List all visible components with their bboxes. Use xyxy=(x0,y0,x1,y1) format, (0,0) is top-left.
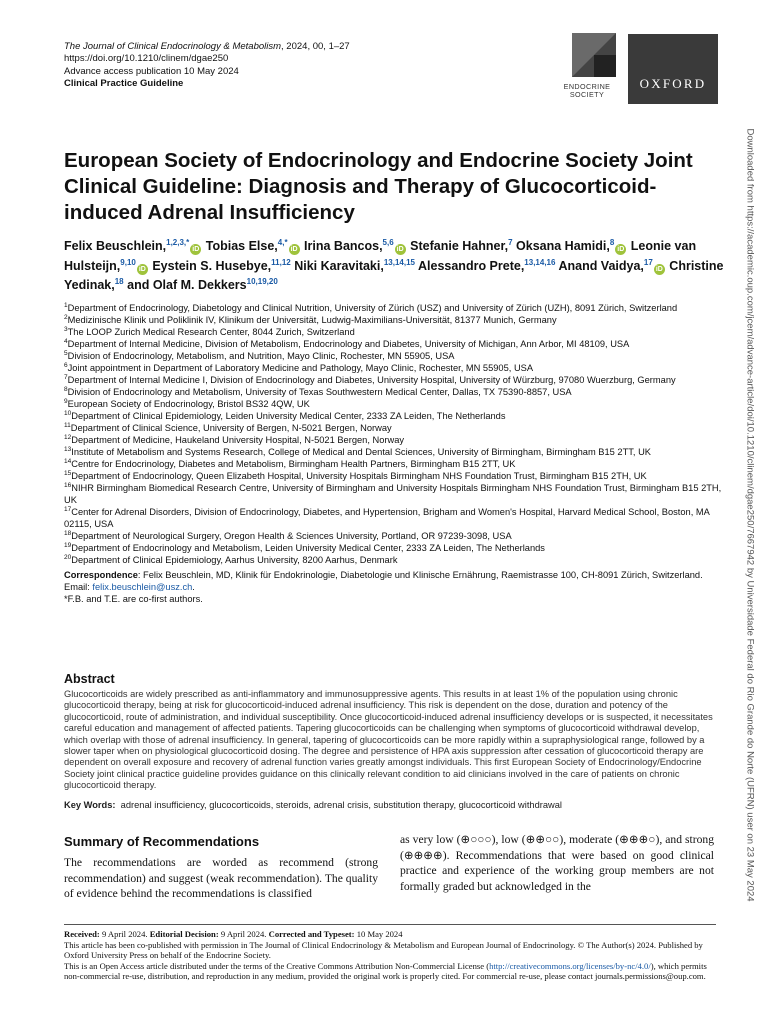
affiliation-text: Department of Medicine, Haukeland University Hospital, N-5021 Bergen, Norway xyxy=(71,435,405,445)
affiliation-text: Institute of Metabolism and Systems Research, College of Medical and Dental Sciences, University of Birmingham, Birmingham B15 2TT, UK xyxy=(71,447,651,457)
journal-header xyxy=(64,41,350,90)
decision-date: 9 April 2024. xyxy=(218,929,269,939)
affiliation-text: NIHR Birmingham Biomedical Research Centre, University of Birmingham and University Hospitals Birmingham NHS Foundation Trust, Birmingham B15 2TH, UK xyxy=(64,483,722,505)
affiliation-text: Department of Clinical Science, University of Bergen, N-5021 Bergen, Norway xyxy=(70,423,392,433)
footer-notes xyxy=(64,929,716,982)
license-text-a: This is an Open Access article distributed under the terms of the Creative Commons Attribution Non-Commercial License ( xyxy=(64,960,490,971)
affiliation-text: Department of Neurological Surgery, Oregon Health & Sciences University, Portland, OR 97239-3098, USA xyxy=(71,531,512,541)
affiliation-item xyxy=(64,362,724,374)
affiliation-text: Division of Endocrinology and Metabolism, University of Texas Southwestern Medical Center, Dallas, TX 75390-8857, USA xyxy=(67,387,572,397)
author-name: Stefanie Hahner, xyxy=(410,239,509,253)
author-affiliation-refs[interactable]: 8 xyxy=(609,237,615,247)
author xyxy=(294,259,415,273)
author xyxy=(152,259,290,273)
dates-line xyxy=(64,929,716,940)
license-text-b: ), which permits non-commercial re-use, distribution, and reproduction in any medium, provided the original work is properly cited. For commercial re-use, please contact journals.permissions@oup.com. xyxy=(64,960,707,982)
affiliation-number: 10 xyxy=(64,409,72,417)
author xyxy=(304,239,407,253)
download-note: Downloaded from https://academic.oup.com/jcem/advance-article/doi/10.1210/clinem/dgae250/7667942 by Universidade Federal do Rio Grande do Norte (UFRN) user on 23 May 2024 xyxy=(744,128,756,902)
affiliation-item xyxy=(64,446,724,458)
affiliation-text: Center for Adrenal Disorders, Division of Endocrinology, Diabetes, and Hypertension, Brigham and Women's Hospital, Harvard Medical School, Boston, MA 02115, USA xyxy=(64,507,710,529)
received-date: 9 April 2024. xyxy=(99,929,150,939)
orcid-icon[interactable]: iD xyxy=(617,246,625,253)
affiliation-item xyxy=(64,554,724,566)
affiliation-number: 8 xyxy=(64,385,68,393)
author xyxy=(410,239,512,253)
correspondence-label: Correspondence xyxy=(64,570,138,580)
citation-line xyxy=(64,41,350,53)
affiliation-item xyxy=(64,398,724,410)
author-affiliation-refs[interactable]: 13,14,16 xyxy=(524,257,556,267)
logo-line-2: SOCIETY xyxy=(569,90,605,99)
summary-column-2: as very low (⊕○○○), low (⊕⊕○○), moderate (⊕⊕⊕○), and strong (⊕⊕⊕⊕). Recommendations that were based on good clinical practice and experience of the working group members are not formally graded but acknowledged in the xyxy=(400,833,714,893)
author-affiliation-refs[interactable]: 1,2,3,* xyxy=(166,237,190,247)
author-affiliation-refs[interactable]: 10,19,20 xyxy=(246,276,278,286)
summary-column-1: The recommendations are worded as recommend (strong recommendation) and suggest (weak recommendation). The quality of evidence behind the recommendations is classified xyxy=(64,856,378,900)
correspondence-text: : Felix Beuschlein, MD, Klinik für Endokrinologie, Diabetologie und Klinische Ernährung, Raemistrasse 100, CH-8091 Zürich, Switzerland. xyxy=(137,570,703,580)
affiliation-item xyxy=(64,314,724,326)
author-name: Leonie van Hulsteijn, xyxy=(64,239,697,273)
doi-link[interactable]: https://doi.org/10.1210/clinem/dgae250 xyxy=(64,53,229,65)
author-name: and Olaf M. Dekkers xyxy=(127,278,247,292)
affiliation-text: Department of Endocrinology and Metabolism, Leiden University Medical Center, 2333 ZA Leiden, The Netherlands xyxy=(71,543,545,553)
affiliation-number: 17 xyxy=(64,505,72,513)
download-sidebar xyxy=(743,50,757,980)
author-affiliation-refs[interactable]: 11,12 xyxy=(271,257,291,267)
abstract-text: Glucocorticoids are widely prescribed as anti-inflammatory and immunosuppressive agents. This results in at least 1% of the population using chronic glucocorticoid therapy, being at risk for glucocorticoid-induced adrenal insufficiency. This risk is dependent on the dose, duration and potency of the glucocorticoid, route of administration, and individual susceptibility. Once glucocorticoid-induced adrenal insufficiency develops or is suspected, it necessitates careful education and management of affected patients. Tapering glucocorticoids can be challenging when symptoms of glucocorticoid withdrawal develop, which overlap with those of adrenal insufficiency. In general, tapering of glucocorticoids can be more rapidly within a supraphysiological range, followed by a slower taper when on physiological glucocorticoid dosing. The degree and persistence of HPA axis suppression after cessation of glucocorticoid therapy are dependent on overall exposure and recovery of adrenal function varies greatly amongst individuals. This first European Society of Endocrinology/Endocrine Society joint clinical practice guideline provides guidance on this clinically relevant condition to aid clinicians involved in the care of patients on chronic glucocorticoid therapy. xyxy=(64,689,713,791)
author xyxy=(558,259,665,273)
author-list xyxy=(64,237,724,296)
advance-access: Advance access publication 10 May 2024 xyxy=(64,65,239,77)
email-period: . xyxy=(192,582,195,592)
affiliation-number: 9 xyxy=(64,397,68,405)
affiliation-item xyxy=(64,530,724,542)
affiliation-text: European Society of Endocrinology, Bristol BS32 4QW, UK xyxy=(67,399,310,409)
author-affiliation-refs[interactable]: 4,* xyxy=(277,237,288,247)
affiliation-item xyxy=(64,386,724,398)
author-name: Anand Vaidya, xyxy=(558,258,644,273)
affiliation-number: 4 xyxy=(64,337,68,345)
affiliation-item xyxy=(64,326,724,338)
affiliation-text: Department of Endocrinology, Queen Elizabeth Hospital, University Hospitals Birmingham NHS Foundation Trust, Birmingham B15 2TH, UK xyxy=(71,471,647,481)
oxford-logo: OXFORD xyxy=(628,34,718,104)
affiliation-number: 13 xyxy=(64,445,72,453)
abstract-heading: Abstract xyxy=(64,672,115,686)
affiliation-number: 3 xyxy=(64,325,68,333)
author xyxy=(64,239,202,253)
author xyxy=(206,239,301,253)
affiliation-text: Joint appointment in Department of Laboratory Medicine and Pathology, Mayo Clinic, Rochester, MN 55905, USA xyxy=(67,363,534,373)
author-name: Eystein S. Husebye, xyxy=(152,258,272,273)
received-label: Received: xyxy=(64,929,100,939)
affiliation-item xyxy=(64,422,724,434)
endocrine-society-logo-text xyxy=(556,83,618,99)
affiliation-number: 5 xyxy=(64,349,68,357)
author-name: Niki Karavitaki, xyxy=(294,258,384,273)
orcid-icon[interactable]: iD xyxy=(290,246,298,253)
affiliation-item xyxy=(64,434,724,446)
affiliation-number: 2 xyxy=(64,313,68,321)
affiliation-text: Division of Endocrinology, Metabolism, and Nutrition, Mayo Clinic, Rochester, MN 55905, USA xyxy=(67,351,455,361)
corrected-label: Corrected and Typeset: xyxy=(268,929,355,939)
affiliation-text: Department of Clinical Epidemiology, Leiden University Medical Center, 2333 ZA Leiden, The Netherlands xyxy=(71,411,506,421)
endocrine-society-logo-mark xyxy=(572,33,616,77)
decision-label: Editorial Decision: xyxy=(149,929,219,939)
author-affiliation-refs[interactable]: 17 xyxy=(643,257,653,267)
email-label: Email: xyxy=(64,582,93,592)
affiliation-number: 1 xyxy=(64,301,68,309)
keywords-label: Key Words: xyxy=(64,800,116,810)
affiliation-item xyxy=(64,338,724,350)
affiliation-text: Centre for Endocrinology, Diabetes and Metabolism, Birmingham Health Partners, Birmingham B15 2TT, UK xyxy=(71,459,516,469)
affiliation-text: The LOOP Zurich Medical Research Center, 8044 Zurich, Switzerland xyxy=(67,327,355,337)
keywords-list: adrenal insufficiency, glucocorticoids, steroids, adrenal crisis, substitution therapy, glucocorticoid withdrawal xyxy=(120,800,562,810)
license-note xyxy=(64,961,716,982)
affiliation-item xyxy=(64,374,724,386)
corrected-date: 10 May 2024 xyxy=(354,929,403,939)
affiliation-number: 12 xyxy=(64,433,72,441)
author-affiliation-refs[interactable]: 5,6 xyxy=(382,237,394,247)
affiliation-number: 15 xyxy=(64,469,72,477)
affiliation-number: 6 xyxy=(64,361,68,369)
affiliation-item xyxy=(64,302,724,314)
author-name: Christine Yedinak, xyxy=(64,258,724,292)
author-name: Irina Bancos, xyxy=(304,239,383,253)
affiliation-item xyxy=(64,482,724,506)
author-name: Felix Beuschlein, xyxy=(64,239,167,253)
author xyxy=(127,278,278,292)
author-affiliation-refs[interactable]: 18 xyxy=(114,276,124,286)
affiliation-text: Department of Clinical Epidemiology, Aarhus University, 8200 Aarhus, Denmark xyxy=(71,555,398,565)
author-name: Alessandro Prete, xyxy=(418,258,525,273)
affiliations xyxy=(64,302,724,605)
affiliation-text: Department of Endocrinology, Diabetology and Clinical Nutrition, University of Zürich (USZ) and University of Zürich (UZH), 8091 Zürich, Switzerland xyxy=(67,303,678,313)
co-first-note: *F.B. and T.E. are co-first authors. xyxy=(64,594,203,604)
affiliation-item xyxy=(64,542,724,554)
author-affiliation-refs[interactable]: 9,10 xyxy=(120,257,136,267)
logo-line-1: ENDOCRINE xyxy=(563,82,611,91)
author xyxy=(516,239,627,253)
citation: , 2024, 00, 1–27 xyxy=(281,41,350,52)
author-affiliation-refs[interactable]: 7 xyxy=(508,237,513,247)
email-link[interactable]: felix.beuschlein@usz.ch xyxy=(92,582,193,592)
affiliation-number: 19 xyxy=(64,541,72,549)
footer-rule xyxy=(64,924,716,925)
keywords xyxy=(64,800,724,810)
affiliation-number: 7 xyxy=(64,373,68,381)
author-affiliation-refs[interactable]: 13,14,15 xyxy=(383,257,415,267)
orcid-icon[interactable]: iD xyxy=(138,265,146,273)
affiliation-number: 18 xyxy=(64,529,72,537)
orcid-icon[interactable]: iD xyxy=(655,265,663,273)
journal-name: The Journal of Clinical Endocrinology & Metabolism xyxy=(64,41,282,52)
affiliation-number: 11 xyxy=(64,421,71,429)
affiliation-item xyxy=(64,506,724,530)
affiliation-item xyxy=(64,470,724,482)
affiliation-text: Department of Internal Medicine I, Division of Endocrinology and Diabetes, University Hospital, University of Würzburg, 97080 Wuerzburg, Germany xyxy=(67,375,676,385)
article-type: Clinical Practice Guideline xyxy=(64,77,184,89)
affiliation-text: Medizinische Klinik und Poliklinik IV, Klinikum der Universität, Ludwig-Maximilians-Universität, 81377 Munich, Germany xyxy=(67,315,557,325)
affiliation-item xyxy=(64,350,724,362)
author-name: Oksana Hamidi, xyxy=(516,239,610,253)
affiliation-number: 14 xyxy=(64,457,72,465)
orcid-icon[interactable]: iD xyxy=(396,246,404,253)
affiliation-item xyxy=(64,410,724,422)
author-name: Tobias Else, xyxy=(205,239,278,253)
affiliation-number: 16 xyxy=(64,481,72,489)
affiliation-number: 20 xyxy=(64,553,72,561)
summary-heading: Summary of Recommendations xyxy=(64,834,260,849)
license-link[interactable]: http://creativecommons.org/licenses/by-nc/4.0/ xyxy=(489,960,651,971)
endocrine-society-logo xyxy=(556,33,618,105)
correspondence xyxy=(64,569,724,605)
affiliation-item xyxy=(64,458,724,470)
article-title: European Society of Endocrinology and Endocrine Society Joint Clinical Guideline: Diagnosis and Therapy of Glucocorticoid-induced Adrenal Insufficiency xyxy=(64,149,693,224)
author xyxy=(418,259,555,273)
copublish-note: This article has been co-published with permission in The Journal of Clinical Endocrinology & Metabolism and European Journal of Endocrinology. © The Author(s) 2024. Published by Oxford University Press on behalf of the Endocrine Society. xyxy=(64,939,703,961)
affiliation-text: Department of Internal Medicine, Division of Metabolism, Endocrinology and Diabetes, University of Michigan, Ann Arbor, MI 48109, USA xyxy=(67,339,630,349)
orcid-icon[interactable]: iD xyxy=(192,246,200,253)
affiliation-list xyxy=(64,302,724,566)
